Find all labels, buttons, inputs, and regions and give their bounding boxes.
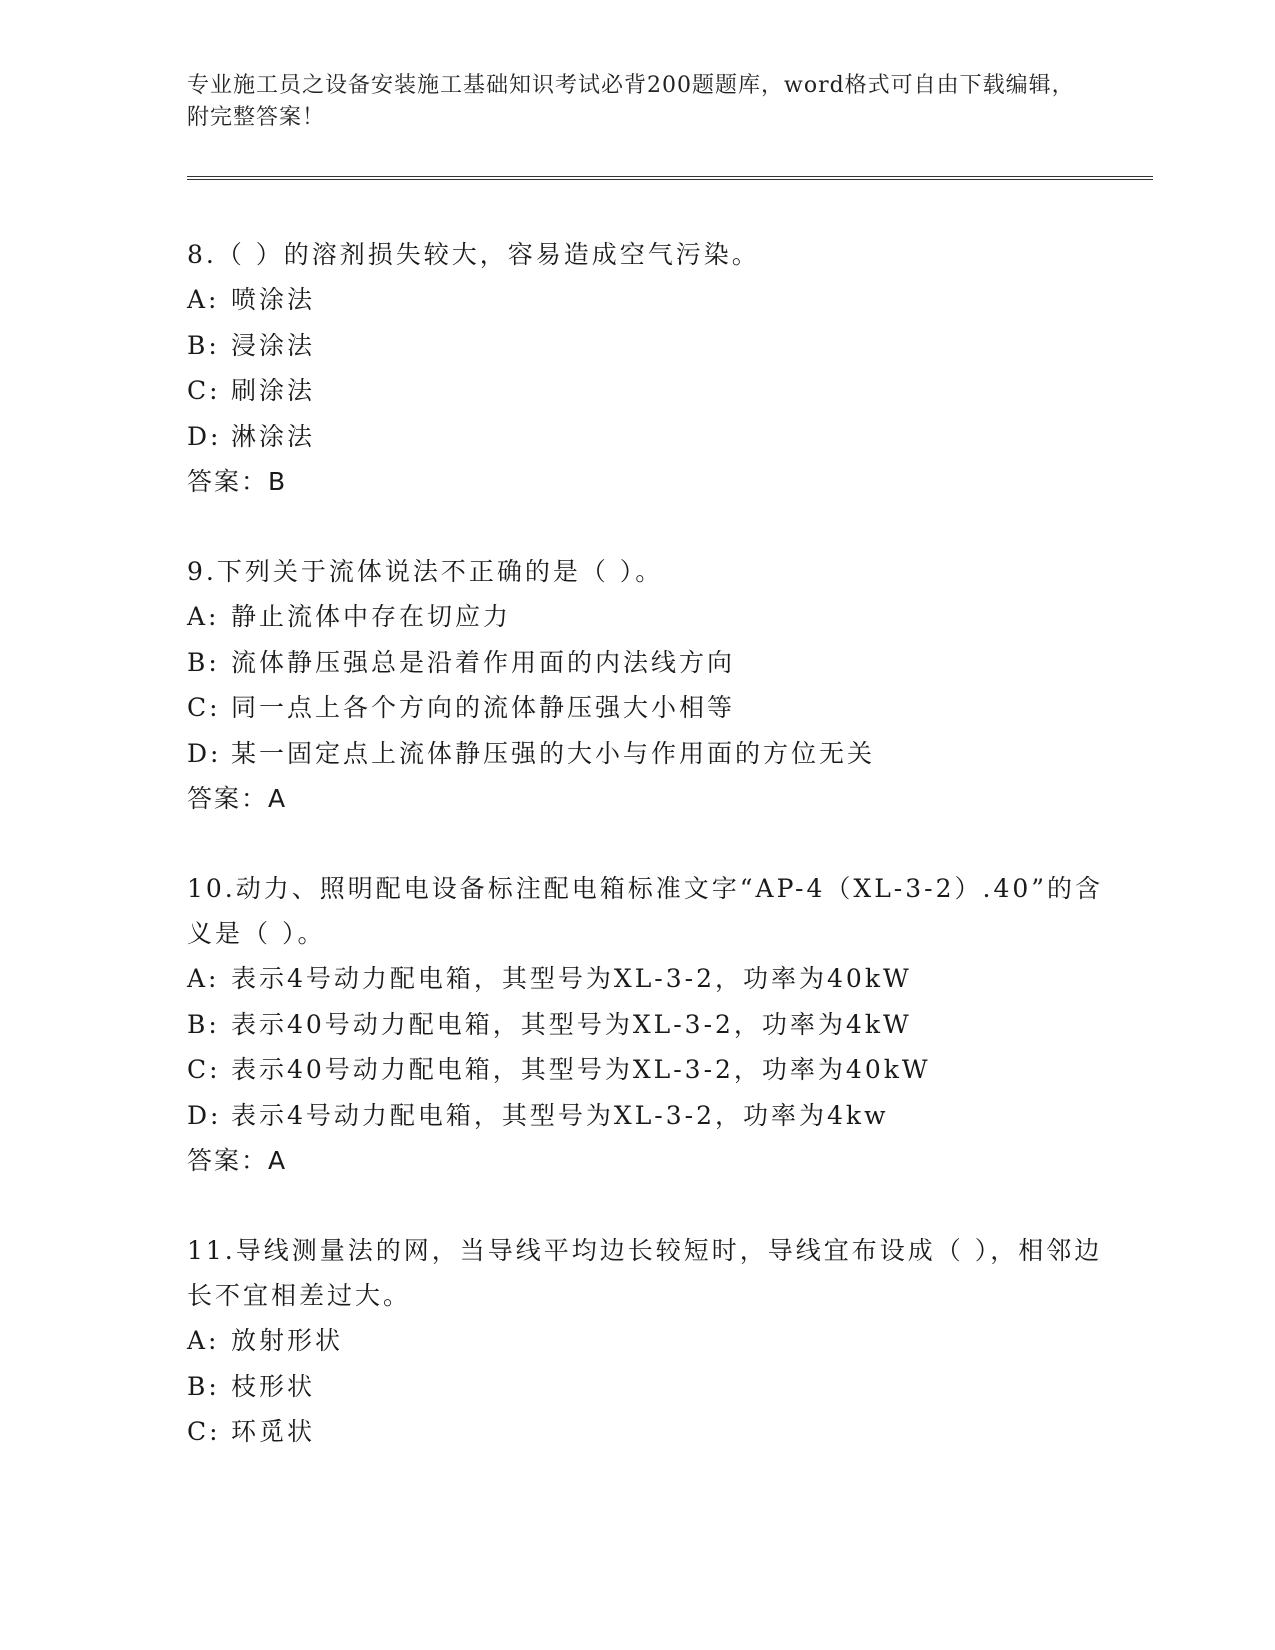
option-b [187, 323, 1127, 369]
header-divider [187, 176, 1153, 180]
option-a [187, 1318, 1127, 1364]
answer-line [187, 776, 1127, 821]
answer-value: A [268, 1146, 288, 1175]
option-text: 环觅状 [231, 1417, 316, 1446]
option-a [187, 277, 1127, 323]
option-a [187, 594, 1127, 640]
option-text: 淋涂法 [231, 421, 316, 451]
option-b [187, 640, 1127, 686]
option-c [187, 1047, 1127, 1093]
answer-line [187, 459, 1127, 504]
option-b [187, 1002, 1127, 1048]
question-10 [187, 866, 1127, 1183]
option-letter: A: [187, 1326, 220, 1355]
option-text: 枝形状 [231, 1371, 316, 1401]
answer-label: 答案： [187, 1146, 269, 1175]
option-letter: B: [187, 647, 220, 677]
option-text: 表示4号动力配电箱，其型号为XL-3-2，功率为40kW [231, 964, 912, 993]
option-text: 放射形状 [231, 1326, 344, 1355]
option-text: 浸涂法 [231, 330, 316, 360]
option-text: 喷涂法 [231, 285, 316, 314]
option-text: 流体静压强总是沿着作用面的内法线方向 [231, 647, 736, 677]
option-letter: D: [187, 421, 222, 451]
question-11 [187, 1228, 1127, 1455]
question-list [187, 232, 1127, 1500]
option-letter: C: [187, 693, 221, 722]
option-letter: B: [187, 1009, 220, 1039]
option-letter: C: [187, 376, 221, 405]
option-letter: B: [187, 330, 220, 360]
option-text: 表示40号动力配电箱，其型号为XL-3-2，功率为40kW [231, 1055, 931, 1084]
question-stem: 11.导线测量法的网，当导线平均边长较短时，导线宜布设成（ ），相邻边长不宜相差过大。 [187, 1236, 1103, 1310]
option-letter: C: [187, 1417, 221, 1446]
answer-value: A [268, 784, 288, 813]
option-c [187, 685, 1127, 731]
option-letter: D: [187, 738, 222, 768]
option-text: 同一点上各个方向的流体静压强大小相等 [231, 693, 736, 722]
option-d [187, 1093, 1127, 1139]
option-d [187, 731, 1127, 777]
option-d [187, 414, 1127, 460]
option-text: 某一固定点上流体静压强的大小与作用面的方位无关 [231, 738, 876, 768]
question-stem: 8.（ ）的溶剂损失较大，容易造成空气污染。 [187, 240, 760, 269]
option-c [187, 368, 1127, 414]
option-letter: C: [187, 1055, 221, 1084]
option-letter: A: [187, 964, 220, 993]
header-title: 专业施工员之设备安装施工基础知识考试必背200题题库，word格式可自由下载编辑，附完整答案！ [187, 73, 1075, 130]
answer-line [187, 1138, 1127, 1183]
option-text: 表示4号动力配电箱，其型号为XL-3-2，功率为4kw [231, 1100, 889, 1130]
question-stem: 9.下列关于流体说法不正确的是（ ）。 [187, 557, 664, 586]
question-8 [187, 232, 1127, 504]
option-letter: A: [187, 602, 220, 631]
option-text: 刷涂法 [231, 376, 316, 405]
option-b [187, 1364, 1127, 1410]
option-text: 表示40号动力配电箱，其型号为XL-3-2，功率为4kW [231, 1009, 912, 1039]
question-9 [187, 549, 1127, 821]
option-letter: A: [187, 285, 220, 314]
option-c [187, 1409, 1127, 1455]
option-text: 静止流体中存在切应力 [231, 602, 512, 631]
answer-label: 答案： [187, 784, 269, 813]
answer-label: 答案： [187, 467, 269, 496]
question-stem: 10.动力、照明配电设备标注配电箱标准文字“AP-4（XL-3-2）.40”的含义是（ ）。 [187, 874, 1104, 948]
option-a [187, 956, 1127, 1002]
answer-value: B [268, 467, 288, 496]
option-letter: D: [187, 1100, 222, 1130]
option-letter: B: [187, 1371, 220, 1401]
document-header [187, 70, 1087, 134]
